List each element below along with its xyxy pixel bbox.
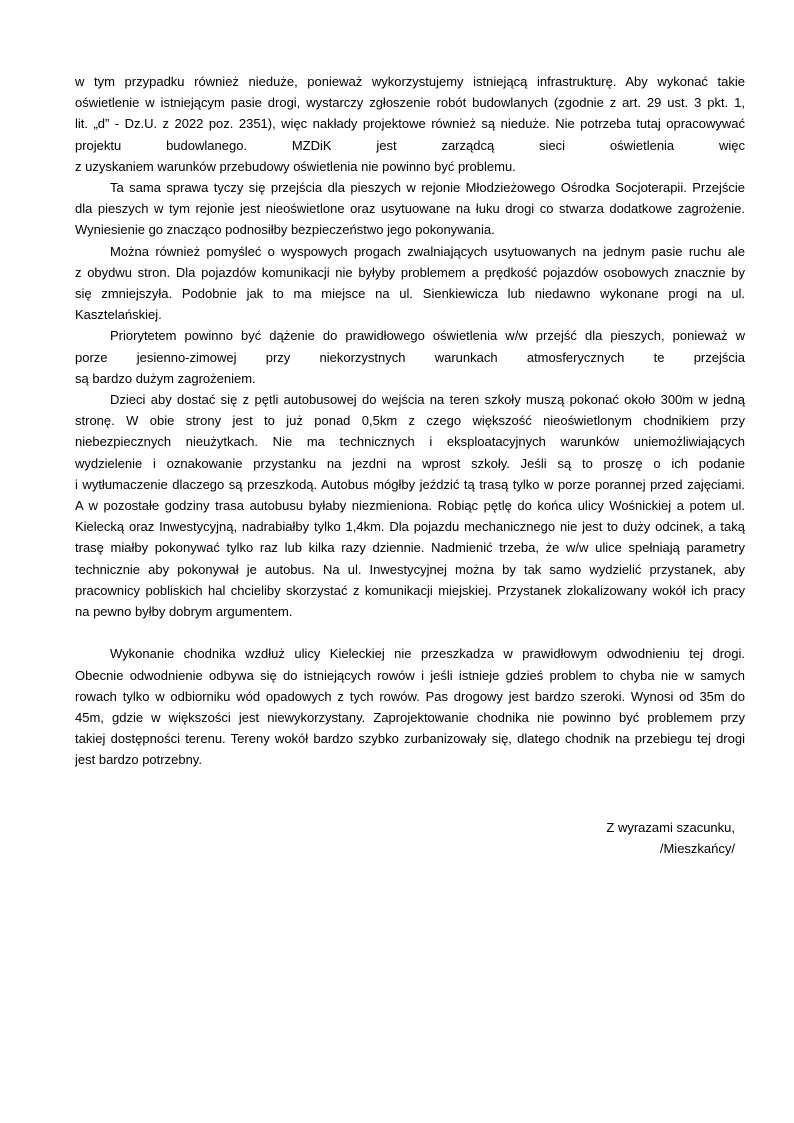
text-line: takiej dostępności terenu. Tereny wokół bardzo szybko zurbanizowały się, dlatego chodnik na przebiegu tej drogi: [75, 731, 745, 747]
paragraph: [75, 325, 745, 389]
paragraph: [75, 389, 745, 622]
text-line: Wykonanie chodnika wzdłuż ulicy Kieleckiej nie przeszkadza w prawidłowym odwodnieniu tej drogi.: [110, 646, 745, 662]
paragraph: [75, 241, 745, 326]
text-line: A w pozostałe godziny trasa autobusu byłaby niezmieniona. Robiąc pętlę do końca ulicy Wośnickiej a potem ul.: [75, 498, 745, 514]
closing-block: [75, 817, 745, 859]
text-line: Kasztelańskiej.: [75, 307, 162, 323]
text-line: stronę. W obie strony jest to już ponad 0,5km z czego większość nieoświetlonym chodnikiem przy: [75, 413, 745, 429]
text-line: oświetlenie w istniejącym pasie drogi, wystarczy zgłoszenie robót budowlanych (zgodnie z art. 29 ust. 3 pkt. 1,: [75, 95, 745, 111]
text-line: są bardzo dużym zagrożeniem.: [75, 370, 256, 386]
paragraph: [75, 643, 745, 770]
text-line: Obecnie odwodnienie odbywa się do istniejących rowów i jeśli istnieje gdzieś problem to chyba nie w samych: [75, 667, 745, 683]
text-line: wydzielenie i oznakowanie przystanku na jezdni na wprost szkoły. Jeśli są to proszę o ich podanie: [75, 455, 745, 471]
text-line: i wytłumaczenie dlaczego są przeszkodą. Autobus mógłby jeździć tą trasą tylko w porze porannej przed zajęciami.: [75, 476, 745, 492]
text-line: dla pieszych w tym rejonie jest nieoświetlone oraz usytuowane na łuku drogi co stwarza dodatkowe zagrożenie.: [75, 201, 745, 217]
paragraph: [75, 177, 745, 241]
closing-signature: /Mieszkańcy/: [659, 840, 735, 856]
text-line: Dzieci aby dostać się z pętli autobusowej do wejścia na teren szkoły muszą pokonać około 300m w jedną: [110, 392, 745, 408]
text-line: jest bardzo potrzebny.: [75, 752, 202, 768]
text-line: niebezpiecznych nieużytkach. Nie ma technicznych i eksploatacyjnych warunków uniemożliwiających: [75, 434, 745, 450]
text-line: projektu budowlanego. MZDiK jest zarządcą sieci oświetlenia więc: [75, 137, 745, 153]
text-line: w tym przypadku również nieduże, ponieważ wykorzystujemy istniejącą infrastrukturę. Aby wykonać takie: [75, 74, 745, 89]
text-line: trasę miałby pokonywać tylko raz lub kilka razy dziennie. Nadmienić trzeba, że w/w ulice spełniają parametry: [75, 540, 745, 556]
text-line: technicznie aby pokonywał je autobus. Na ul. Inwestycyjnej można by tak samo wydzielić przystanek, aby: [75, 561, 745, 577]
text-line: rowach tylko w odbiorniku wód opadowych z tych rowów. Pas drogowy jest bardzo szeroki. Wynosi od 35m do: [75, 688, 745, 704]
text-line: Kielecką oraz Inwestycyjną, nadrabiałby tylko 1,4km. Dla pojazdu mechanicznego nie jest to duży odcinek, a taką: [75, 519, 745, 535]
text-line: z obydwu stron. Dla pojazdów komunikacji nie byłyby problemem a prędkość pojazdów osobowych znacznie by: [75, 264, 745, 280]
closing-salutation: Z wyrazami szacunku,: [606, 819, 735, 835]
paragraph: [75, 71, 745, 177]
text-line: z uzyskaniem warunków przebudowy oświetlenia nie powinno być problemu.: [75, 158, 516, 174]
letter-body: [75, 71, 745, 771]
text-line: lit. „d” - Dz.U. z 2022 poz. 2351), więc nakłady projektowe również są nieduże. Nie potrzeba tutaj opracowywać: [75, 116, 745, 132]
text-line: pracownicy pobliskich hal chcieliby skorzystać z komunikacji miejskiej. Przystanek zlokalizowany wokół ich pracy: [75, 582, 745, 598]
text-line: porze jesienno-zimowej przy niekorzystnych warunkach atmosferycznych te przejścia: [75, 349, 745, 365]
text-line: Priorytetem powinno być dążenie do prawidłowego oświetlenia w/w przejść dla pieszych, ponieważ w: [110, 328, 745, 344]
text-line: Ta sama sprawa tyczy się przejścia dla pieszych w rejonie Młodzieżowego Ośrodka Socjoterapii. Przejście: [110, 180, 745, 196]
text-line: Wyniesienie go znacząco podnosiłby bezpieczeństwo jego pokonywania.: [75, 222, 495, 238]
text-line: na pewno byłby dobrym argumentem.: [75, 604, 293, 620]
text-line: się zmniejszyła. Podobnie jak to ma miejsce na ul. Sienkiewicza lub niedawno wykonane progi na ul.: [75, 286, 745, 302]
text-line: 45m, gdzie w większości jest niewykorzystany. Zaprojektowanie chodnika nie powinno być problemem przy: [75, 710, 745, 726]
blank-line: [75, 622, 745, 643]
text-line: Można również pomyśleć o wyspowych progach zwalniających usytuowanych na jednym pasie ruchu ale: [110, 243, 745, 259]
